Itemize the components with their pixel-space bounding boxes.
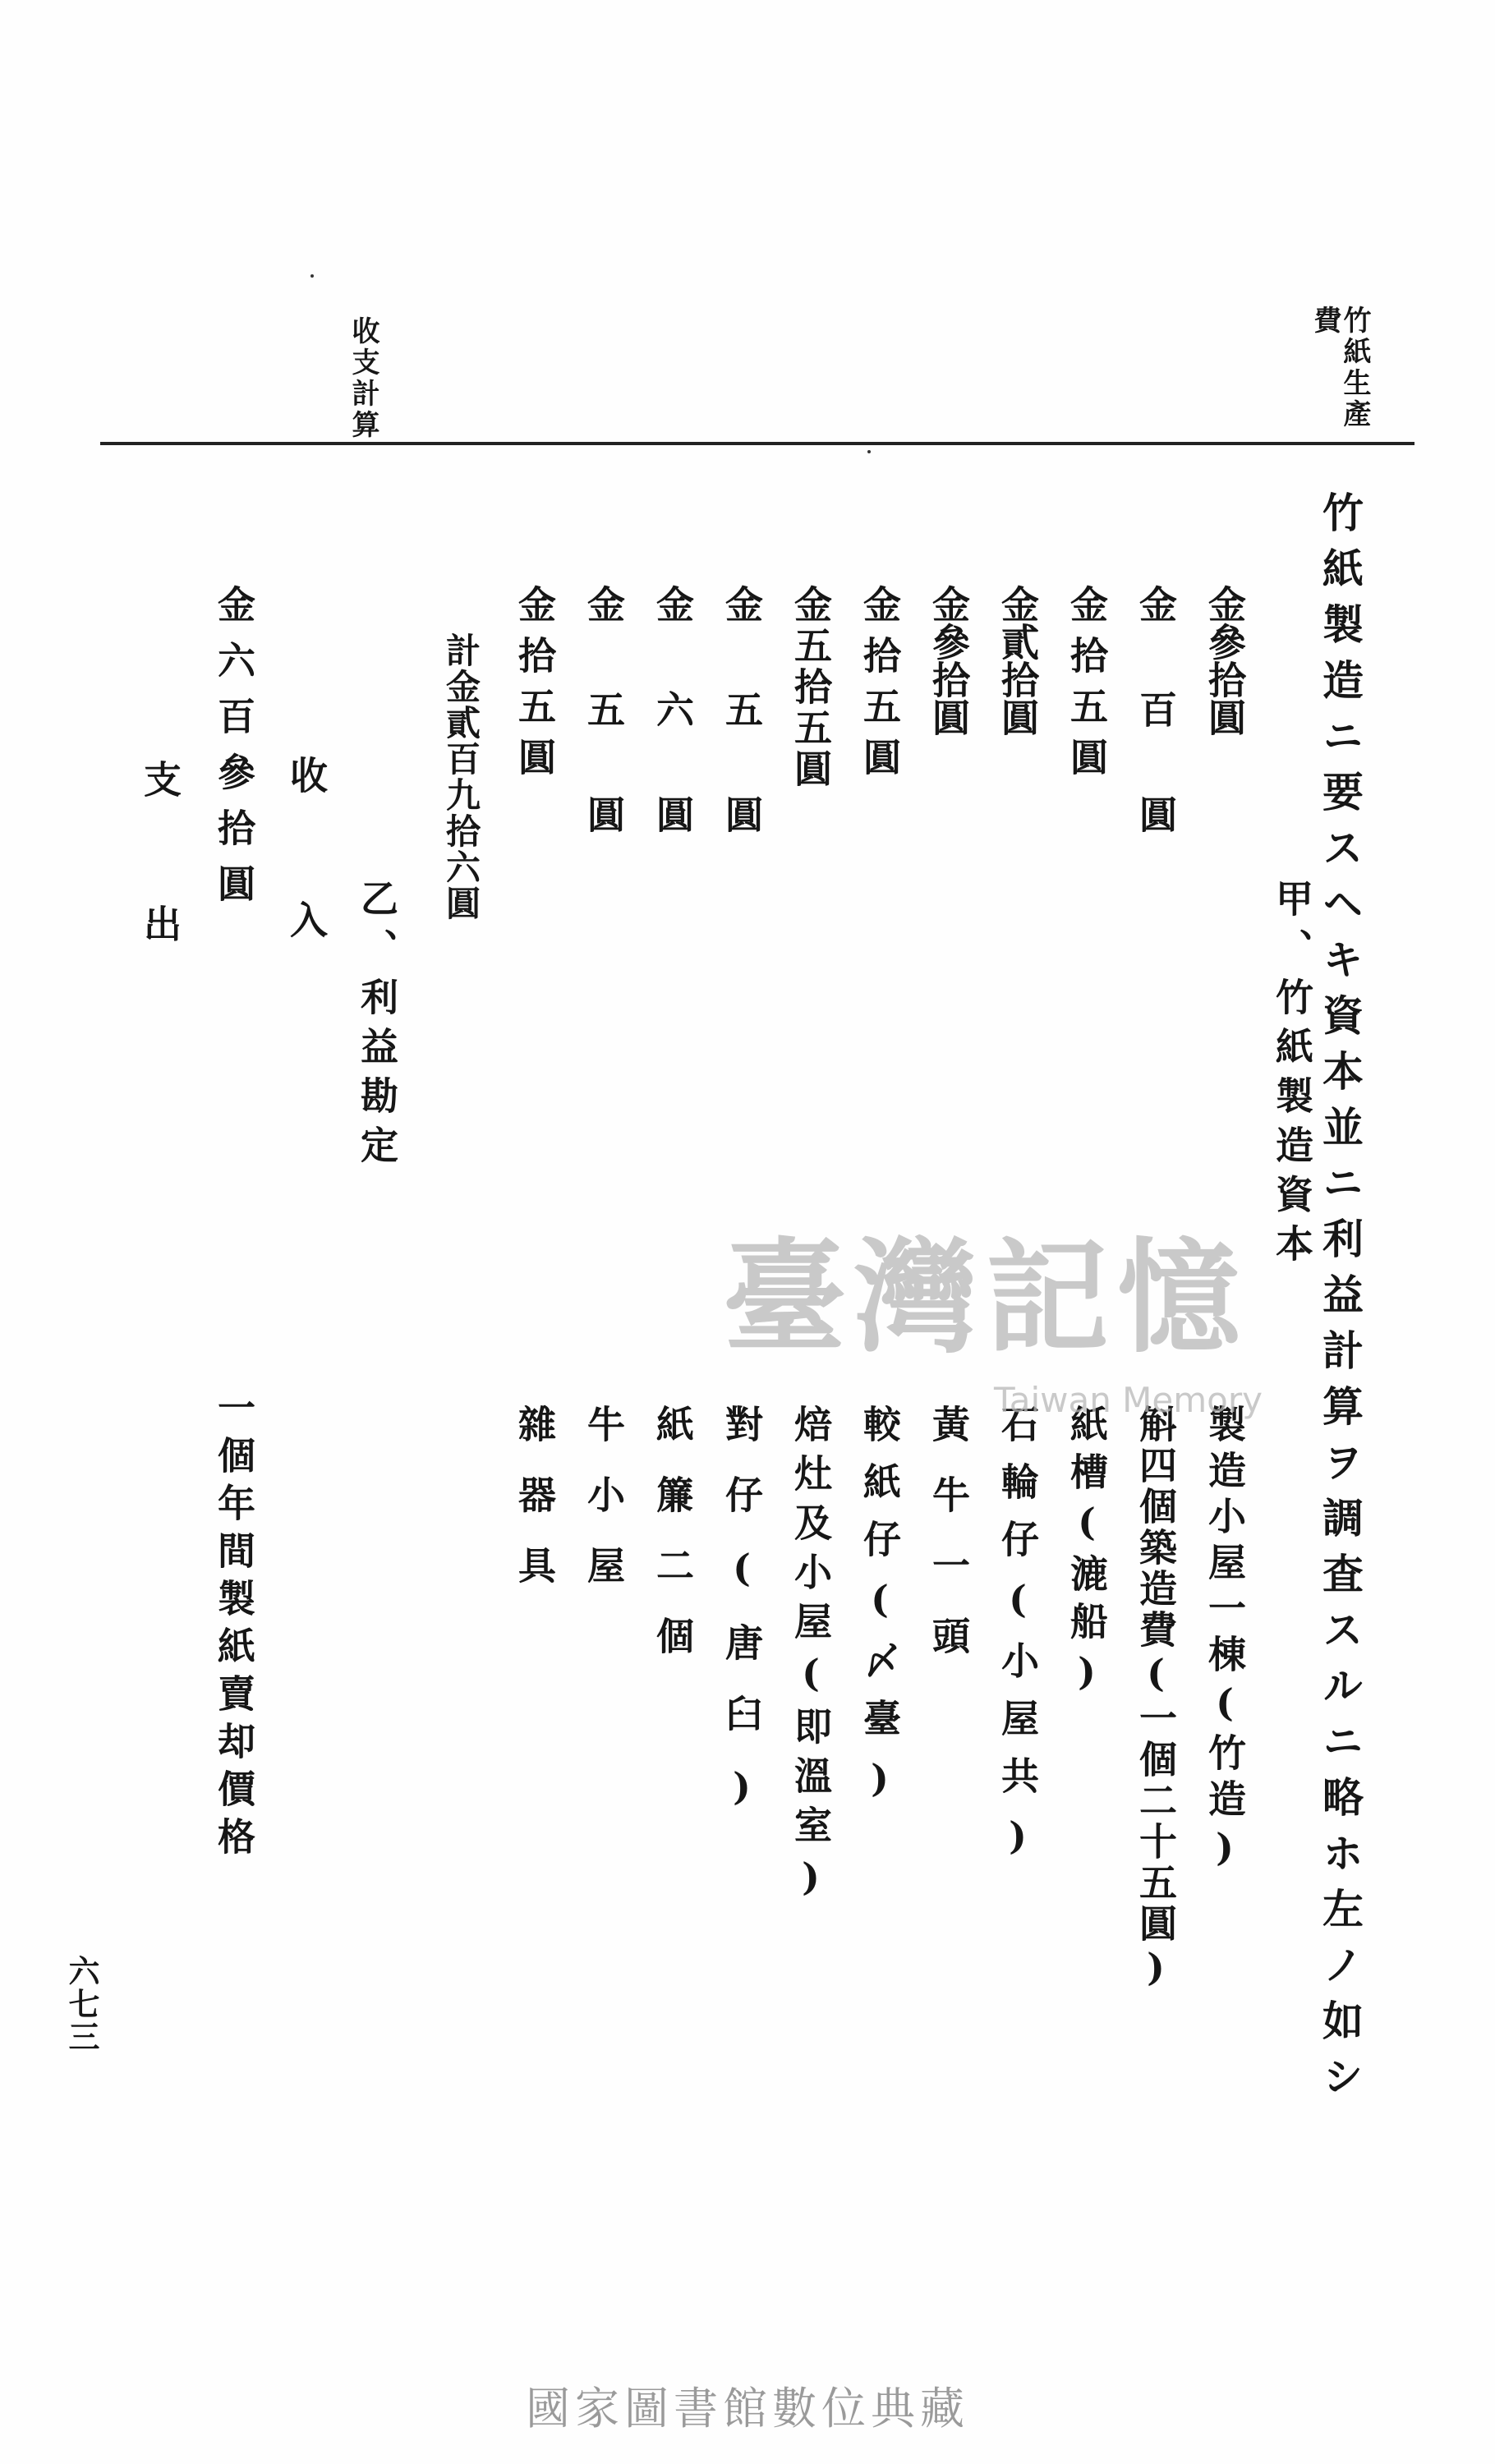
watermark-english: Taiwan Memory <box>994 1380 1263 1420</box>
item-5: 黃牛一頭 <box>927 1404 971 1687</box>
income-label: 收入 <box>284 756 329 1045</box>
income-amount: 金六百參拾圓 <box>212 585 256 920</box>
item-6: 較紙仔(〆臺) <box>858 1404 902 1820</box>
main-title: 竹紙製造ニ要スヘキ資本並ニ利益計算ヲ調査スルニ略ホ左ノ如シ <box>1316 491 1364 2111</box>
item-4: 石輪仔(小屋共) <box>996 1404 1040 1878</box>
item-10: 牛小屋 <box>582 1404 626 1616</box>
footer-archive-label: 國家圖書館數位典藏 <box>526 2383 969 2434</box>
amount-4: 金貳拾圓 <box>996 585 1040 736</box>
running-header-left: 收支計算 <box>347 316 380 441</box>
print-speck <box>310 274 314 278</box>
amount-9: 金六圓 <box>651 585 695 900</box>
section-b-heading: 乙、利益勘定 <box>355 879 399 1175</box>
amount-3: 金拾五圓 <box>1065 585 1109 788</box>
expense-label: 支出 <box>138 760 182 1049</box>
item-3: 紙槽(漉船) <box>1065 1404 1109 1703</box>
section-a-total: 計金貳百九拾六圓 <box>441 632 481 922</box>
page-number: 六七三 <box>63 1955 100 2053</box>
running-header-right-2: 費 <box>1309 306 1341 337</box>
amount-2: 金百圓 <box>1134 585 1178 900</box>
watermark <box>723 1225 1298 1441</box>
amount-6: 金拾五圓 <box>858 585 902 788</box>
print-speck <box>867 450 871 453</box>
watermark-logo-text: 臺灣記憶 <box>723 1225 1249 1370</box>
item-2: 斛四個築造費(一個二十五圓) <box>1134 1404 1178 1993</box>
item-1: 製造小屋一棟(竹造) <box>1203 1404 1247 1878</box>
header-rule <box>100 442 1414 445</box>
item-11: 雜器具 <box>513 1404 557 1616</box>
amount-11: 金拾五圓 <box>513 585 557 788</box>
amount-1: 金參拾圓 <box>1203 585 1247 736</box>
running-header-right-1: 竹紙生產 <box>1338 306 1371 430</box>
amount-10: 金五圓 <box>582 585 626 900</box>
item-9: 紙簾二個 <box>651 1404 695 1687</box>
section-a-heading: 甲、竹紙製造資本 <box>1270 879 1314 1273</box>
income-description: 一個年間製紙賣却價格 <box>212 1388 256 1864</box>
item-7: 焙灶及小屋(即溫室) <box>789 1404 833 1910</box>
item-8: 對仔(唐臼) <box>720 1404 764 1841</box>
amount-8: 金五圓 <box>720 585 764 900</box>
amount-7: 金五拾五圓 <box>789 585 833 790</box>
amount-5: 金參拾圓 <box>927 585 971 736</box>
